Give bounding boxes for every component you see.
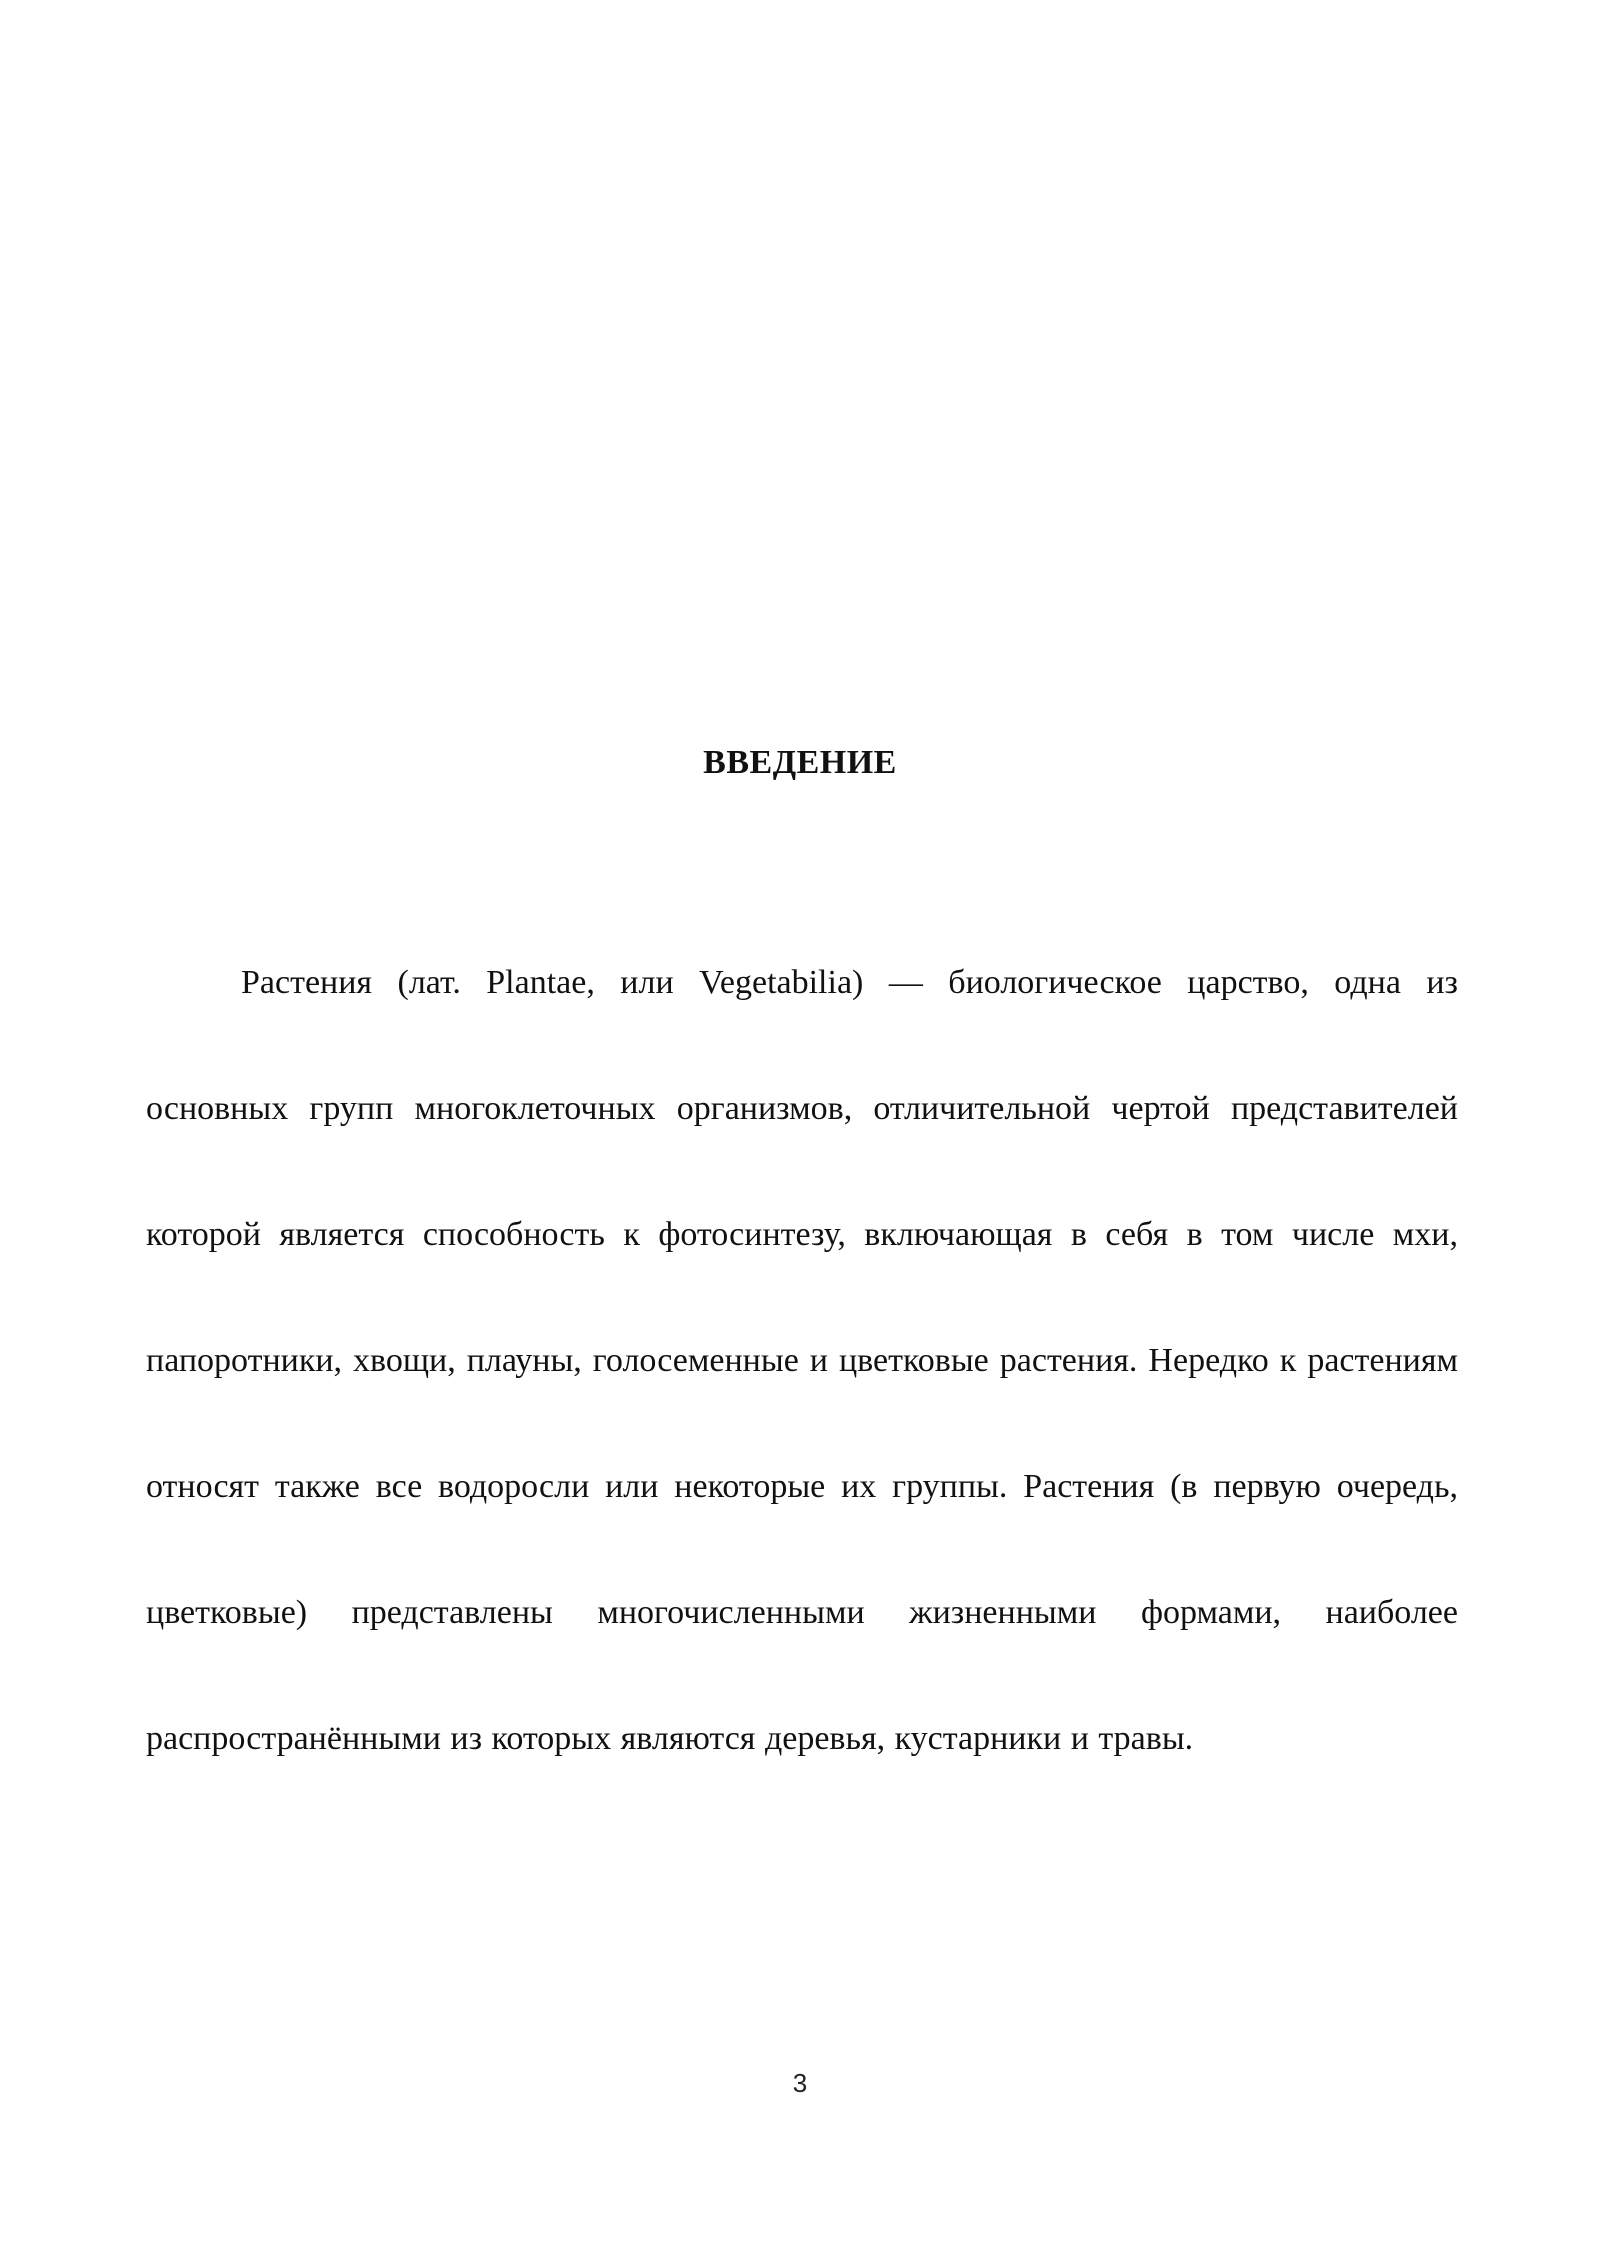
page-number: 3	[792, 2068, 808, 2098]
body-paragraph: Растения (лат. Plantae, или Vegetabilia) — биологическое царство, одна из основных групп многоклеточных организмов, отличительной чертой представителей которой является способность к фотосинтезу, включающая в себя в том числе мхи, папоротники, хвощи, плауны, голосеменные и цветковые растения. Нередко к растениям относят также все водоросли или некоторые их группы. Растения (в первую очередь, цветковые) представлены многочисленными жизненными формами, наиболее распространёнными из которых являются деревья, кустарники и травы.	[146, 964, 1458, 1757]
section-heading: ВВЕДЕНИЕ	[703, 744, 897, 781]
